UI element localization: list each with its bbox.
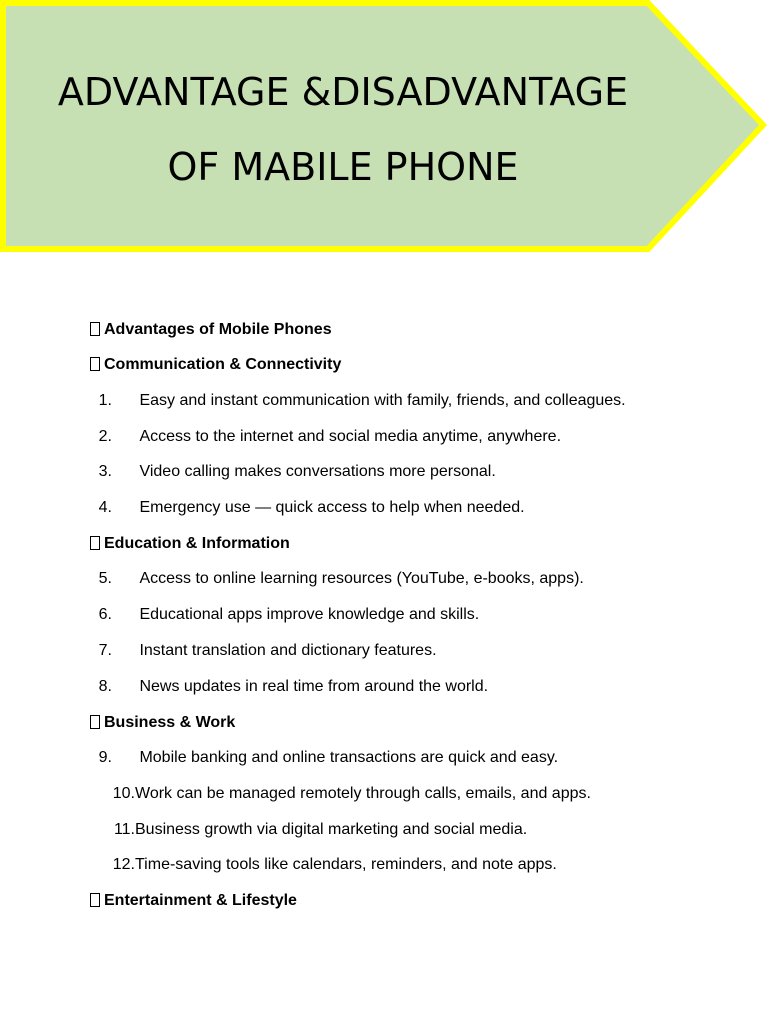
list-number: 1. [98,392,112,409]
list-item [90,820,527,840]
list-number: 8. [98,678,112,695]
missing-glyph-icon [90,715,100,729]
list-text: Time-saving tools like calendars, reminders, and note apps. [135,856,557,873]
list-number: 10. [112,785,135,802]
list-number: 4. [98,499,112,516]
list-item [90,605,479,625]
list-text: Video calling makes conversations more personal. [139,463,496,480]
list-text: Mobile banking and online transactions are quick and easy. [139,749,559,766]
main-heading-text: Advantages of Mobile Phones [104,321,332,338]
list-text: Instant translation and dictionary features. [139,642,437,659]
section-heading-education [90,534,290,554]
section-heading-text: Communication & Connectivity [104,356,342,373]
section-heading-text: Entertainment & Lifestyle [104,892,297,909]
main-heading [90,320,332,340]
banner-arrow-shape [0,0,768,252]
missing-glyph-icon [90,322,100,336]
list-item [90,391,626,411]
list-item [90,569,584,589]
missing-glyph-icon [90,536,100,550]
section-heading-communication [90,355,341,375]
page-title-line-2: OF MABILE PHONE [167,145,519,189]
list-number: 3. [98,463,112,480]
section-heading-text: Education & Information [104,535,290,552]
list-number: 11. [113,821,135,838]
list-number: 12. [112,856,135,873]
list-number: 7. [98,642,112,659]
list-number: 9. [98,749,112,766]
list-number: 2. [98,428,112,445]
list-text: News updates in real time from around the world. [139,678,489,695]
list-text: Access to online learning resources (YouTube, e-books, apps). [139,570,584,587]
list-item [90,498,525,518]
missing-glyph-icon [90,893,100,907]
list-item [90,462,496,482]
list-text: Access to the internet and social media anytime, anywhere. [139,428,562,445]
list-text: Emergency use — quick access to help when needed. [139,499,525,516]
list-text: Business growth via digital marketing and social media. [135,821,528,838]
missing-glyph-icon [90,357,100,371]
list-item [90,641,437,661]
title-banner [0,0,768,252]
list-item [90,677,488,697]
list-number: 6. [98,606,112,623]
page-title-line-1: ADVANTAGE &DISADVANTAGE [57,70,629,114]
list-text: Work can be managed remotely through calls, emails, and apps. [135,785,591,802]
list-text: Easy and instant communication with family, friends, and colleagues. [139,392,626,409]
section-heading-entertainment [90,891,297,911]
list-number: 5. [98,570,112,587]
list-text: Educational apps improve knowledge and skills. [139,606,480,623]
list-item [90,855,557,875]
list-item [90,748,558,768]
list-item [90,784,591,804]
section-heading-business [90,713,235,733]
section-heading-text: Business & Work [104,714,236,731]
list-item [90,427,561,447]
